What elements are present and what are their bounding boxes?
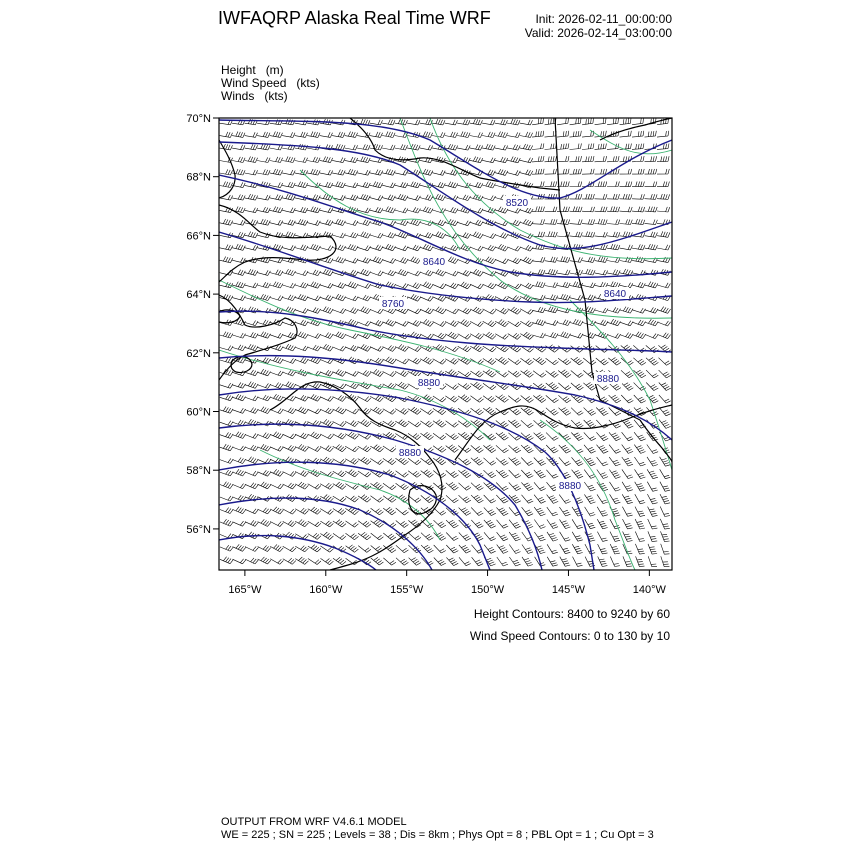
field-winds: Winds (kts): [221, 89, 288, 103]
field-height: Height (m): [221, 63, 284, 77]
height-contour-label: [415, 376, 443, 389]
svg-text:8520: 8520: [505, 198, 529, 209]
lon-tick-label: 165°W: [228, 584, 262, 596]
svg-text:8640: 8640: [422, 257, 446, 268]
lat-tick-label: 62°N: [186, 347, 211, 360]
lat-tick-label: 56°N: [186, 523, 211, 536]
model-version: OUTPUT FROM WRF V4.6.1 MODEL: [221, 816, 407, 828]
height-contour-label: [556, 479, 584, 492]
lat-tick-label: 66°N: [186, 230, 211, 243]
map-title: IWFAQRP Alaska Real Time WRF: [218, 8, 491, 28]
height-contour-label: [601, 287, 629, 300]
svg-text:8880: 8880: [596, 374, 620, 385]
model-config: WE = 225 ; SN = 225 ; Levels = 38 ; Dis = 8km ; Phys Opt = 8 ; PBL Opt = 1 ; Cu Opt = 3: [221, 829, 654, 841]
svg-text:8640: 8640: [603, 289, 627, 300]
height-contour-legend: Height Contours: 8400 to 9240 by 60: [473, 607, 670, 621]
valid-time: Valid: 2026-02-14_03:00:00: [524, 26, 672, 40]
plot-area: [219, 118, 672, 570]
lon-tick-label: 160°W: [309, 584, 343, 596]
svg-text:8880: 8880: [417, 378, 441, 389]
wind-contour-legend: Wind Speed Contours: 0 to 130 by 10: [469, 629, 670, 643]
lat-tick-label: 58°N: [186, 465, 211, 478]
lat-tick-label: 64°N: [186, 289, 211, 302]
lat-tick-label: 68°N: [186, 171, 211, 184]
init-time: Init: 2026-02-11_00:00:00: [535, 12, 672, 26]
lat-tick-label: 70°N: [186, 113, 211, 125]
lon-tick-label: 140°W: [632, 584, 666, 596]
svg-text:8760: 8760: [381, 299, 405, 310]
lon-tick-label: 155°W: [390, 584, 424, 596]
height-contour-label: [396, 446, 424, 459]
model-footer: [221, 816, 654, 842]
height-contour-label: [503, 196, 531, 209]
lat-tick-label: 60°N: [186, 406, 211, 419]
field-wind-speed: Wind Speed (kts): [221, 76, 320, 90]
height-contour-label: [420, 255, 448, 268]
svg-text:8880: 8880: [398, 448, 422, 459]
lon-tick-label: 145°W: [551, 584, 586, 596]
height-contour-label: [379, 297, 407, 310]
lon-tick-label: 150°W: [470, 584, 505, 596]
height-contour-label: [594, 372, 622, 385]
svg-text:8880: 8880: [558, 481, 582, 492]
